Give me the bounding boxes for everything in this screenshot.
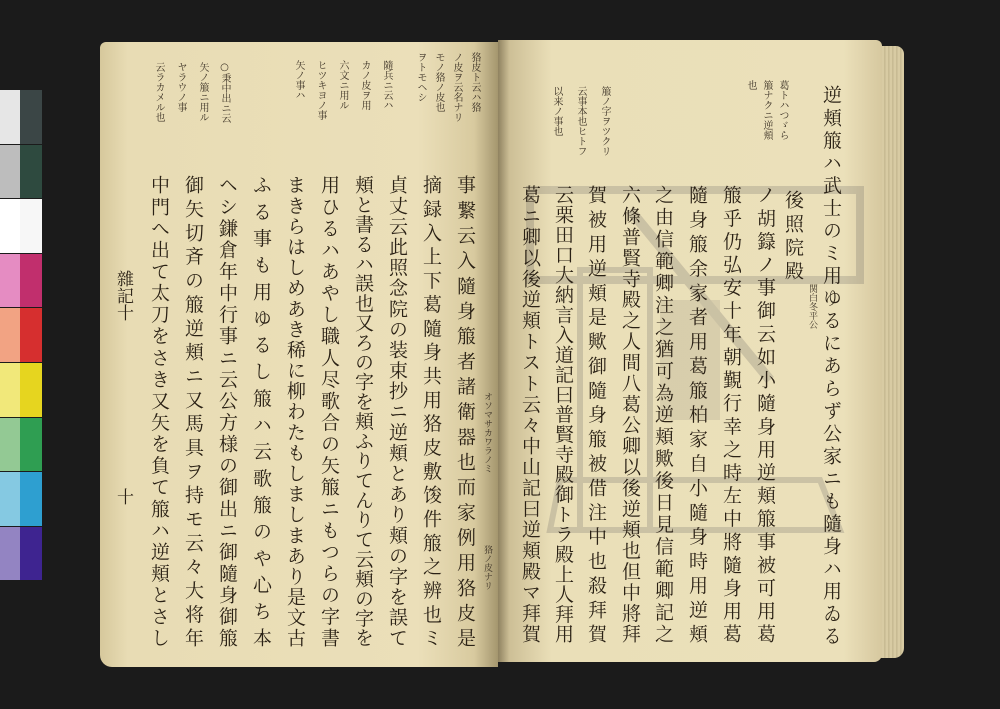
color-patch [20,199,42,253]
text-column: 用ひるハあやし職人尽歌合の矢箙ニもつらの字書 [318,175,340,647]
text-column: 頬と書るハ誤也又ろの字を頬ふりてんりて云頬の字を [352,175,374,647]
text-column: 摘録入上下葛隨身共用狢皮敷馂件箙之辨也ミ [420,175,442,647]
top-note: ○秉中出ニ云 [219,62,230,123]
ruby-gloss: 狢ノ皮ナリ [482,545,492,590]
top-note: 矢ノ事ハ [293,60,304,100]
top-note: 箙ノ字ヲツクリ [599,86,610,156]
color-patch [20,254,42,308]
text-column: 箙乎仍弘安十年朝覲行幸之時左中將隨身用葛 [720,185,742,643]
top-note: 也 [745,80,756,90]
top-note: 箙ナクニ逆頬 [761,80,772,140]
color-patch [0,254,20,308]
top-note: 葛トハつゞら [777,80,788,140]
top-note: ヒツキヨノ事 [315,60,326,120]
top-note: モノ狢ノ皮也 [433,52,444,112]
color-patch [0,90,20,144]
color-patch [0,308,20,362]
text-column: 逆頬箙ハ武士のミ用ゆるにあらず公家ニも隨身ハ用ゐる [820,85,842,645]
inline-note: 関白冬平公 [807,284,817,329]
color-patch [20,363,42,417]
text-column: 云栗田口大納言入道記曰普賢寺殿御トラ殿上人拜用 [552,185,574,643]
color-patch [0,145,20,199]
text-column-head: 後照院殿 [782,190,804,280]
top-note: 狢皮ト云ハ狢 [469,52,480,112]
color-patch [0,363,20,417]
text-column: 事繋云入隨身箙者諸衛器也而家例用狢皮是 [454,175,476,647]
text-column: 六條普賢寺殿之人間八葛公卿以後逆頬也但中將拜 [619,185,641,643]
top-note: 隨兵ニ云ハ [381,60,392,110]
color-patch [20,527,42,581]
text-column: ふる事も用ゆるし箙ハ云歌箙のや心ち本 [250,175,272,647]
top-note: ノ皮ヲ云名ナリ [451,52,462,122]
top-note: 云事本也ヒトフ [575,86,586,156]
color-patch [20,145,42,199]
top-note: 六文ニ用ル [337,60,348,110]
top-note: ヤラウノ事 [175,62,186,112]
top-note: 矢ノ箙ニ用ル [197,62,208,122]
top-note: カノ皮ヲ用 [359,60,370,110]
color-patch [0,418,20,472]
text-column: 中門へ出て太刀をさき又矢を負て箙ハ逆頬とさし [148,175,170,647]
margin-title: 雜記十 [113,270,133,321]
color-patch [20,418,42,472]
text-column: ノ胡籙ノ事御云如小隨身用逆頬箙事被可用葛 [754,185,776,643]
color-patch [20,308,42,362]
text-column: 貞丈云此照念院の装束抄ニ逆頬とあり頬の字を誤て [386,175,408,647]
text-column: まきらはしめあき稀に柳わたもしましまあり是文古 [284,175,306,647]
color-patch [20,472,42,526]
text-column: 隨身箙余家者用葛箙柏家自小隨身時用逆頬 [686,185,708,643]
top-note: 以来ノ事也 [551,86,562,136]
text-column: 之由信範卿注之猶可為逆頬歟後日見信範卿記之 [652,185,674,643]
color-calibration-strip [0,90,42,582]
text-column: 葛ニ卿以後逆頬トスト云々中山記曰逆頬殿マ拜賀 [519,185,541,643]
top-note: 云ラカメル也 [153,62,164,122]
color-patch [20,90,42,144]
color-patch [0,472,20,526]
ruby-gloss: オソマサカワラノミ [482,392,492,473]
color-patch [0,199,20,253]
text-column: ヘシ鎌倉年中行事ニ云公方様の御出ニ御隨身御箙 [216,175,238,647]
top-note: ヲトモヘシ [415,52,426,102]
text-column: 御矢切斉の箙逆頬ニ又馬具ヲ持モ云々大将年 [182,175,204,647]
color-patch [0,527,20,581]
page-number: 十 [113,488,133,505]
text-column: 賀被用逆頬是歟御隨身箙被借注中也殺拜賀 [585,185,607,643]
